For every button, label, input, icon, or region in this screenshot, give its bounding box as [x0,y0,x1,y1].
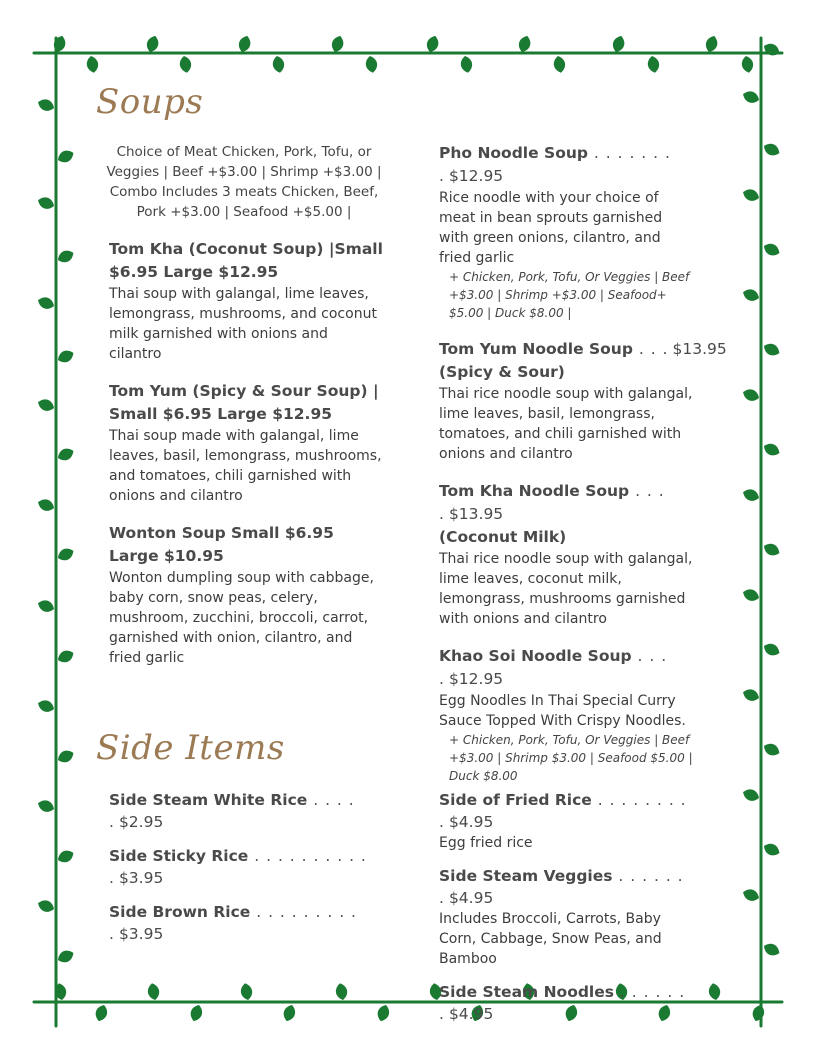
leaf-icon [56,546,76,563]
menu-item [439,142,729,322]
leaf-icon [762,441,782,458]
leaf-icon [271,55,285,74]
leaf-icon [36,497,56,513]
item-dots: . . . . . [109,791,355,831]
item-price: $12.95 [448,167,504,185]
sides-right-column [439,789,729,1037]
item-dots: . . . . . . . . . [439,791,687,831]
item-name-line [439,865,729,909]
leaf-icon [762,141,782,158]
item-name-line [439,981,729,1025]
menu-item [439,645,729,785]
menu-item [104,380,384,506]
leaf-icon [281,1003,297,1023]
leaf-icon [704,34,720,54]
leaf-icon [85,55,99,74]
item-description: Egg Noodles In Thai Special Curry Sauce Topped With Crispy Noodles. [439,693,686,729]
leaf-icon [52,34,68,54]
sides-left-column [109,789,399,957]
leaf-icon [56,748,76,765]
leaf-icon [741,387,761,403]
leaf-icon [741,287,761,303]
leaf-icon [36,397,56,413]
item-dots: . . . . [439,482,665,523]
item-price: $13.95 [448,505,504,523]
leaf-icon [459,55,473,74]
item-dots: . . . . [439,647,668,688]
leaf-icon [741,487,761,503]
leaf-icon [188,1003,204,1023]
leaf-icon [762,341,782,358]
item-price: $13.95 [672,340,727,358]
leaf-icon [741,787,761,803]
item-description: Thai soup made with galangal, lime leaves, basil, lemongrass, mushrooms, and tomatoes, chili garnished with onions and cilantro [109,428,382,504]
leaf-icon [335,982,349,1001]
item-price: $12.95 [448,670,504,688]
leaf-icon [741,687,761,703]
item-name-line [439,789,729,833]
item-name-line [439,142,729,188]
leaf-icon [240,982,254,1001]
item-name: Side of Fried Rice [439,791,592,809]
item-price: $4.95 [448,813,494,831]
item-subname: (Spicy & Sour) [439,363,565,381]
leaf-icon [741,89,761,105]
leaf-icon [425,34,441,54]
item-name: Wonton Soup Small $6.95 Large $10.95 [109,524,334,565]
item-price: $3.95 [118,869,164,887]
sides-left-list [109,789,399,945]
leaf-icon [36,798,56,814]
item-price: $3.95 [118,925,164,943]
leaf-icon [145,34,161,54]
item-dots: . . . . . . . [439,867,684,907]
item-name: Pho Noodle Soup [439,144,588,162]
sides-title: Side Items [96,728,285,768]
menu-item [439,338,729,464]
item-price: $2.95 [118,813,164,831]
soups-left-list [104,238,384,668]
leaf-icon [56,648,76,665]
item-description: Includes Broccoli, Carrots, Baby Corn, Cabbage, Snow Peas, and Bamboo [439,911,662,967]
item-name-line [439,480,729,526]
item-name: Side Steam White Rice [109,791,308,809]
leaf-icon [646,55,660,74]
leaf-icon [741,887,761,903]
item-description: Thai soup with galangal, lime leaves, lemongrass, mushrooms, and coconut milk garnished with onions and cilantro [109,286,377,362]
side-item [439,789,729,853]
leaf-icon [147,982,161,1001]
item-name: Tom Kha (Coconut Soup) |Small $6.95 Large $12.95 [109,240,383,281]
item-subname: (Coconut Milk) [439,528,567,546]
side-item [109,789,399,833]
leaf-icon [237,34,253,54]
side-item [109,901,399,945]
side-item [439,865,729,969]
item-name: Side Steam Veggies [439,867,613,885]
leaf-icon [56,848,76,865]
item-description: Thai rice noodle soup with galangal, lime leaves, basil, lemongrass, tomatoes, and chili garnished with onions and cilantro [439,386,693,462]
item-description: Egg fried rice [439,835,533,851]
item-dots: . . . . . . . [439,983,686,1023]
leaf-icon [741,587,761,603]
side-item [109,845,399,889]
leaf-icon [762,241,782,258]
leaf-icon [330,34,346,54]
leaf-icon [364,55,378,74]
leaf-icon [740,55,754,74]
item-description: Rice noodle with your choice of meat in bean sprouts garnished with green onions, cilantro, and fried garlic [439,190,663,266]
leaf-icon [56,248,76,265]
item-name: Side Steam Noodles [439,983,614,1001]
leaf-icon [750,1003,766,1023]
leaf-icon [762,941,782,958]
item-price: $4.95 [448,1005,494,1023]
leaf-icon [93,1003,109,1023]
leaf-icon [56,148,76,165]
soups-right-column [439,142,729,801]
item-name-line [439,338,729,361]
leaf-icon [56,348,76,365]
leaf-icon [375,1003,391,1023]
item-name: Khao Soi Noodle Soup [439,647,632,665]
item-dots: . . . [632,340,669,358]
item-dots: . . . . . . . . . . . [109,847,367,887]
item-description: Wonton dumpling soup with cabbage, baby corn, snow peas, celery, mushroom, zucchini, broccoli, carrot, garnished with onion, cilantro, and fried garlic [109,570,374,666]
soups-right-list [439,142,729,785]
leaf-icon [611,34,627,54]
item-name: Tom Yum Noodle Soup [439,340,633,358]
leaf-icon [552,55,566,74]
item-addons: + Chicken, Pork, Tofu, Or Veggies | Beef +$3.00 | Shrimp +$3.00 | Seafood+ $5.00 | Duck $8.00 | [449,270,690,320]
item-name: Side Brown Rice [109,903,251,921]
soups-left-column [104,142,384,684]
leaf-icon [762,41,782,58]
leaf-icon [762,841,782,858]
leaf-icon [762,541,782,558]
item-name: Tom Yum (Spicy & Sour Soup) | Small $6.95 Large $12.95 [109,382,379,423]
leaf-icon [762,741,782,758]
leaf-icon [36,195,56,211]
soups-intro: Choice of Meat Chicken, Pork, Tofu, or Veggies | Beef +$3.00 | Shrimp +$3.00 | Combo Includes 3 meats Chicken, Beef, Pork +$3.00 | Seafood +$5.00 | [106,144,382,220]
item-name: Side Sticky Rice [109,847,249,865]
leaf-icon [36,698,56,714]
item-price: $4.95 [448,889,494,907]
item-description: Thai rice noodle soup with galangal, lime leaves, coconut milk, lemongrass, mushrooms garnished with onions and cilantro [439,551,693,627]
item-dots: . . . . . . . . [439,144,671,185]
leaf-icon [517,34,533,54]
leaf-icon [178,55,192,74]
leaf-icon [36,898,56,914]
menu-item [104,522,384,668]
leaf-icon [741,187,761,203]
leaf-icon [56,948,76,965]
leaf-icon [36,97,56,113]
leaf-icon [762,641,782,658]
menu-item [439,480,729,629]
soups-title: Soups [96,82,204,122]
item-name: Tom Kha Noodle Soup [439,482,630,500]
leaf-icon [36,598,56,614]
item-dots: . . . . . . . . . . [109,903,357,943]
item-name-line [439,645,729,691]
leaf-icon [56,446,76,463]
menu-item [104,238,384,364]
item-addons: + Chicken, Pork, Tofu, Or Veggies | Beef +$3.00 | Shrimp $3.00 | Seafood $5.00 | Duck $8.00 [449,733,693,783]
side-item [439,981,729,1025]
leaf-icon [36,295,56,311]
sides-right-list [439,789,729,1025]
